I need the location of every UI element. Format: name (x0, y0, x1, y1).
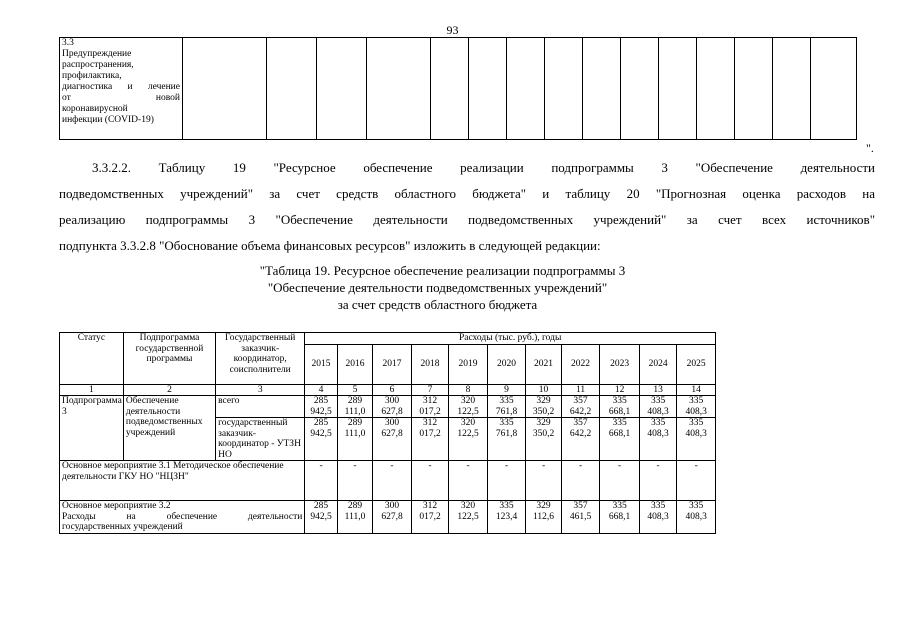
header-subprogram: Подпрограмма государственной программы (123, 333, 215, 385)
caption-line: за счет средств областного бюджета (337, 297, 538, 312)
empty-cell (811, 38, 857, 140)
paragraph-line: подпункта 3.3.2.8 "Обоснование объема финансовых ресурсов" изложить в следующей редакции: (59, 238, 601, 253)
empty-cell (621, 38, 659, 140)
column-number: 5 (337, 384, 372, 396)
resource-table (59, 332, 716, 534)
column-number: 1 (60, 384, 124, 396)
empty-cell (367, 38, 431, 140)
measure-3-1-label: Основное мероприятие 3.1 Методическое обеспечение деятельности ГКУ НО "НЦЗН" (60, 461, 305, 501)
covid-row-line: распространения, (62, 60, 134, 70)
value-cell: - (411, 461, 449, 501)
column-number: 14 (677, 384, 716, 396)
continued-table (59, 37, 857, 140)
header-expenses: Расходы (тыс. руб.), годы (305, 333, 716, 345)
measure-line: Основное мероприятие 3.2 (62, 501, 171, 511)
value-cell: 357 461,5 (561, 501, 600, 534)
value-cell: 289 111,0 (337, 396, 372, 418)
value-cell: 300 627,8 (373, 501, 412, 534)
covid-row-line: от новой (62, 93, 180, 103)
value-cell: 335 668,1 (600, 396, 640, 418)
empty-cell (697, 38, 735, 140)
closing-quote: ". (866, 141, 874, 155)
value-cell: 335 668,1 (600, 418, 640, 461)
value-cell: 312 017,2 (411, 418, 449, 461)
covid-row-line: профилактика, (62, 71, 122, 81)
header-year: 2018 (411, 344, 449, 384)
header-year: 2015 (305, 344, 337, 384)
value-cell: 320 122,5 (449, 396, 488, 418)
covid-row-line: коронавирусной (62, 104, 128, 114)
header-year: 2019 (449, 344, 488, 384)
column-number: 2 (123, 384, 215, 396)
paragraph-line: подведомственных учреждений" за счет средств областного бюджета" и таблицу 20 "Прогнозная оценка расходов на (59, 186, 875, 201)
value-cell: - (639, 461, 677, 501)
caption-line: "Таблица 19. Ресурсное обеспечение реализации подпрограммы 3 (259, 263, 626, 278)
empty-cell (735, 38, 773, 140)
value-cell: 357 642,2 (561, 396, 600, 418)
column-number: 11 (561, 384, 600, 396)
value-cell: 335 408,3 (677, 396, 716, 418)
subprogram-name-cell: Обеспечение деятельности подведомственных учреждений (123, 396, 215, 461)
value-cell: 335 668,1 (600, 501, 640, 534)
value-cell: - (600, 461, 640, 501)
header-status: Статус (60, 333, 124, 385)
empty-cell (431, 38, 469, 140)
empty-cell (583, 38, 621, 140)
value-cell: 329 350,2 (526, 418, 561, 461)
header-year: 2023 (600, 344, 640, 384)
empty-cell (545, 38, 583, 140)
measure-line: государственных учреждений (62, 522, 183, 532)
paragraph-line: реализацию подпрограммы 3 "Обеспечение деятельности подведомственных учреждений" за счет всех источников" (59, 212, 875, 227)
column-number: 12 (600, 384, 640, 396)
column-number: 4 (305, 384, 337, 396)
value-cell: 320 122,5 (449, 501, 488, 534)
subprogram-status-cell: Подпрограмма 3 (60, 396, 124, 461)
measure-3-2-label (60, 501, 305, 534)
header-year: 2016 (337, 344, 372, 384)
empty-cell (773, 38, 811, 140)
header-customer: Государственный заказчик-координатор, соисполнители (216, 333, 305, 385)
header-year: 2021 (526, 344, 561, 384)
empty-cell (183, 38, 267, 140)
value-cell: 300 627,8 (373, 396, 412, 418)
measure-line: Расходы на обеспечение деятельности (62, 511, 303, 522)
column-number: 8 (449, 384, 488, 396)
customer-cell: всего (216, 396, 305, 418)
covid-row-line: диагностика и лечение (62, 82, 180, 92)
value-cell: 335 408,3 (639, 396, 677, 418)
empty-cell (317, 38, 367, 140)
table-caption (0, 262, 905, 313)
customer-cell: государственный заказчик-координатор - УТЗН НО (216, 418, 305, 461)
column-number: 3 (216, 384, 305, 396)
column-number: 13 (639, 384, 677, 396)
value-cell: - (373, 461, 412, 501)
column-number: 9 (487, 384, 526, 396)
value-cell: 285 942,5 (305, 418, 337, 461)
value-cell: 285 942,5 (305, 501, 337, 534)
covid-row-label (60, 38, 183, 140)
column-number: 10 (526, 384, 561, 396)
header-year: 2025 (677, 344, 716, 384)
header-year: 2017 (373, 344, 412, 384)
value-cell: - (487, 461, 526, 501)
empty-cell (469, 38, 507, 140)
paragraph-line: 3.3.2.2. Таблицу 19 "Ресурсное обеспечение реализации подпрограммы 3 "Обеспечение деятельности (92, 160, 875, 175)
value-cell: 335 408,3 (639, 501, 677, 534)
empty-cell (267, 38, 317, 140)
header-year: 2022 (561, 344, 600, 384)
header-year: 2020 (487, 344, 526, 384)
value-cell: 312 017,2 (411, 396, 449, 418)
value-cell: - (337, 461, 372, 501)
value-cell: 312 017,2 (411, 501, 449, 534)
column-number: 7 (411, 384, 449, 396)
covid-row-line: 3.3 (62, 38, 74, 48)
value-cell: 320 122,5 (449, 418, 488, 461)
page-number: 93 (446, 23, 459, 37)
value-cell: 329 112,6 (526, 501, 561, 534)
value-cell: 285 942,5 (305, 396, 337, 418)
value-cell: 335 408,3 (677, 418, 716, 461)
value-cell: 300 627,8 (373, 418, 412, 461)
amendment-paragraph (59, 155, 875, 259)
empty-cell (659, 38, 697, 140)
value-cell: 335 761,8 (487, 418, 526, 461)
value-cell: - (677, 461, 716, 501)
value-cell: 335 123,4 (487, 501, 526, 534)
value-cell: 335 408,3 (639, 418, 677, 461)
value-cell: 335 761,8 (487, 396, 526, 418)
value-cell: 289 111,0 (337, 418, 372, 461)
value-cell: - (526, 461, 561, 501)
header-year: 2024 (639, 344, 677, 384)
covid-row-line: инфекции (COVID-19) (62, 115, 154, 125)
value-cell: 357 642,2 (561, 418, 600, 461)
caption-line: "Обеспечение деятельности подведомственных учреждений" (267, 280, 608, 295)
value-cell: - (305, 461, 337, 501)
value-cell: 335 408,3 (677, 501, 716, 534)
value-cell: 329 350,2 (526, 396, 561, 418)
column-number: 6 (373, 384, 412, 396)
value-cell: 289 111,0 (337, 501, 372, 534)
value-cell: - (449, 461, 488, 501)
value-cell: - (561, 461, 600, 501)
covid-row-line: Предупреждение (62, 49, 132, 59)
empty-cell (507, 38, 545, 140)
